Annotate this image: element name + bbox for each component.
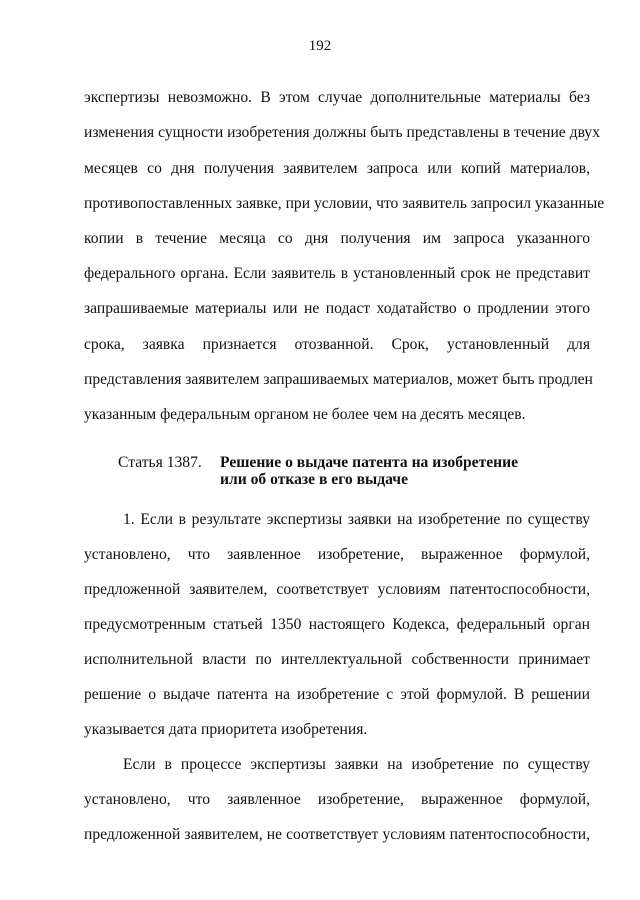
page-number: 192 xyxy=(308,38,332,54)
text-line: указывается дата приоритета изобретения. xyxy=(84,721,368,738)
text-line: изменения сущности изобретения должны быть представлены в течение двух xyxy=(84,124,600,141)
text-line: экспертизы невозможно. В этом случае дополнительные материалы без xyxy=(84,89,590,106)
article-title: Решение о выдаче патента на изобретение или об отказе в его выдаче xyxy=(220,454,519,488)
text-line: предложенной заявителем, соответствует условиям патентоспособности, xyxy=(84,581,590,598)
text-line: установлено, что заявленное изобретение, выраженное формулой, xyxy=(84,791,590,808)
text-line: копии в течение месяца со дня получения им запроса указанного xyxy=(84,230,590,247)
text-line: Если в процессе экспертизы заявки на изобретение по существу xyxy=(123,756,590,773)
text-line: противопоставленных заявке, при условии, что заявитель запросил указанные xyxy=(84,195,605,212)
text-line: представления заявителем запрашиваемых материалов, может быть продлен xyxy=(84,371,593,388)
article-label: Статья 1387. xyxy=(118,454,202,471)
text-line: решение о выдаче патента на изобретение с этой формулой. В решении xyxy=(84,686,590,703)
text-line: исполнительной власти по интеллектуальной собственности принимает xyxy=(84,651,590,668)
text-line: федерального органа. Если заявитель в установленный срок не представит xyxy=(84,265,590,282)
text-line: указанным федеральным органом не более чем на десять месяцев. xyxy=(84,406,526,423)
text-line: месяцев со дня получения заявителем запроса или копий материалов, xyxy=(84,160,590,177)
text-line: установлено, что заявленное изобретение, выраженное формулой, xyxy=(84,546,590,563)
text-line: предусмотренным статьей 1350 настоящего Кодекса, федеральный орган xyxy=(84,616,590,633)
text-line: предложенной заявителем, не соответствует условиям патентоспособности, xyxy=(84,826,590,843)
text-line: запрашиваемые материалы или не подаст ходатайство о продлении этого xyxy=(84,300,590,317)
text-line: 1. Если в результате экспертизы заявки на изобретение по существу xyxy=(123,511,590,528)
text-line: срока, заявка признается отозванной. Срок, установленный для xyxy=(84,336,590,353)
